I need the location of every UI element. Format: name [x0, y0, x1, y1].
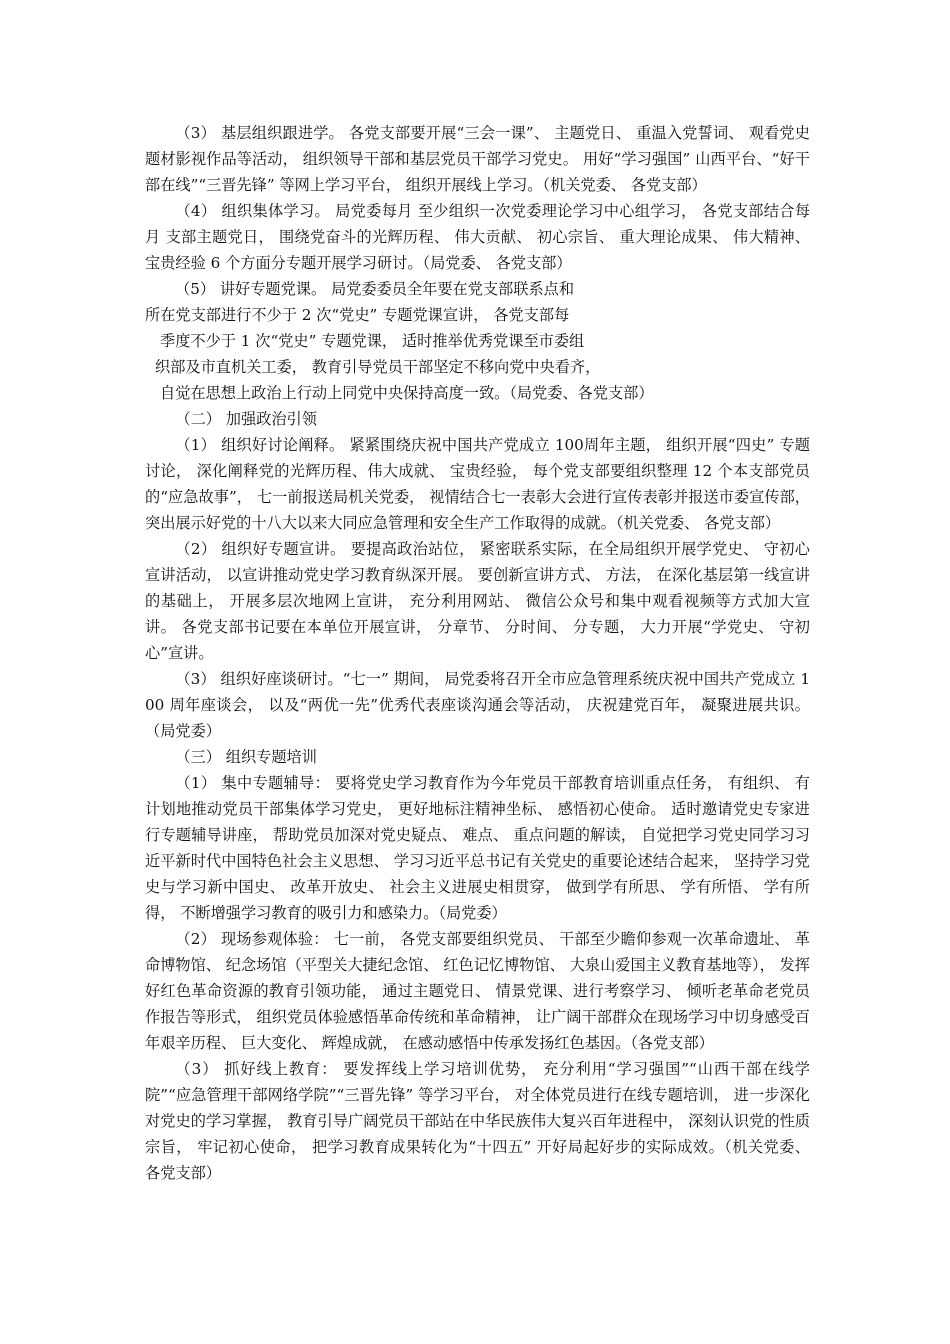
- section-heading-political-guidance: （二） 加强政治引领: [175, 410, 317, 428]
- lecture-line: 自觉在思想上政治上行动上同党中央保持高度一致。（局党委、各党支部）: [160, 384, 654, 402]
- paragraph-discussion: （1） 组织好讨论阐释。 紧紧围绕庆祝中国共产党成立 100周年主题， 组织开展“四史” 专题讨论， 深化阐释党的光辉历程、伟大成就、 宝贵经验， 每个党支部要组织整理 12 个本支部党员的“应急故事”， 七一前报送局机关党委， 视情结合七一表彰大会进行宣传表彰并报送市委宣传部， 突出展示好党的十八大以来大同应急管理和安全生产工作取得的成就。（机关党委、 各党支部）: [145, 436, 810, 532]
- lecture-line: 所在党支部进行不少于 2 次“党史” 专题党课宣讲， 各党支部每: [145, 306, 570, 324]
- paragraph-propaganda: （2） 组织好专题宣讲。 要提高政治站位， 紧密联系实际，在全局组织开展学党史、 守初心宣讲活动， 以宣讲推动党史学习教育纵深开展。 要创新宣讲方式、 方法， 在深化基层第一线宣讲的基础上， 开展多层次地网上宣讲， 充分利用网站、 微信公众号和集中观看视频等方式加大宣讲。 各党支部书记要在本单位开展宣讲， 分章节、 分时间、 分专题， 大力开展“学党史、 守初心”宣讲。: [145, 540, 810, 662]
- lecture-line: （5） 讲好专题党课。 局党委委员全年要在党支部联系点和: [175, 280, 575, 298]
- document-page: [145, 120, 810, 1186]
- paragraph-grassroots-study: （3） 基层组织跟进学。 各党支部要开展“三会一课”、 主题党日、 重温入党誓词、 观看党史题材影视作品等活动， 组织领导干部和基层党员干部学习党史。 用好“学习强国” 山西平台、“好干部在线”“三晋先锋” 等网上学习平台， 组织开展线上学习。（机关党委、 各党支部）: [145, 124, 810, 194]
- paragraph-symposium: （3） 组织好座谈研讨。“七一” 期间， 局党委将召开全市应急管理系统庆祝中国共产党成立 100 周年座谈会， 以及“两优一先”优秀代表座谈沟通会等活动， 庆祝建党百年， 凝聚进展共识。（局党委）: [145, 670, 810, 740]
- paragraph-collective-study: （4） 组织集体学习。 局党委每月 至少组织一次党委理论学习中心组学习， 各党支部结合每月 支部主题党日， 围绕党奋斗的光辉历程、 伟大贡献、 初心宗旨、 重大理论成果、 伟大精神、 宝贵经验 6 个方面分专题开展学习研讨。（局党委、 各党支部）: [145, 202, 810, 272]
- lecture-line: 织部及市直机关工委， 教育引导党员干部坚定不移向党中央看齐，: [155, 358, 601, 376]
- paragraph-online-education: （3） 抓好线上教育： 要发挥线上学习培训优势， 充分利用“学习强国”“山西干部在线学院”“应急管理干部网络学院”“三晋先锋” 等学习平台， 对全体党员进行在线专题培训， 进一步深化对党史的学习掌握， 教育引导广阔党员干部站在中华民族伟大复兴百年进程中， 深刻认识党的性质宗旨， 牢记初心使命， 把学习教育成果转化为“十四五” 开好局起好步的实际成效。（机关党委、 各党支部）: [145, 1060, 810, 1182]
- lecture-line: 季度不少于 1 次“党史” 专题党课， 适时推举优秀党课至市委组: [160, 332, 585, 350]
- paragraph-site-visit: （2） 现场参观体验： 七一前， 各党支部要组织党员、 干部至少瞻仰参观一次革命遗址、 革命博物馆、 纪念场馆（平型关大捷纪念馆、 红色记忆博物馆、 大泉山爱国主义教育基地等）， 发挥好红色革命资源的教育引领功能， 通过主题党日、 情景党课、进行考察学习、 倾听老革命老党员作报告等形式， 组织党员体验感悟革命传统和革命精神， 让广阔干部群众在现场学习中切身感受百年艰辛历程、 巨大变化、 辉煌成就， 在感动感悟中传承发扬红色基因。（各党支部）: [145, 930, 810, 1052]
- section-heading-special-training: （三） 组织专题培训: [175, 748, 317, 766]
- paragraph-centralized-tutoring: （1） 集中专题辅导： 要将党史学习教育作为今年党员干部教育培训重点任务， 有组织、 有计划地推动党员干部集体学习党史， 更好地标注精神坐标、 感悟初心使命。 适时邀请党史专家进行专题辅导讲座， 帮助党员加深对党史疑点、 难点、 重点问题的解读， 自觉把学习党史同学习习近平新时代中国特色社会主义思想、 学习习近平总书记有关党史的重要论述结合起来， 坚持学习党史与学习新中国史、 改革开放史、 社会主义进展史相贯穿， 做到学有所思、 学有所悟、 学有所得， 不断增强学习教育的吸引力和感染力。（局党委）: [145, 774, 810, 922]
- paragraph-special-lecture: [145, 276, 810, 406]
